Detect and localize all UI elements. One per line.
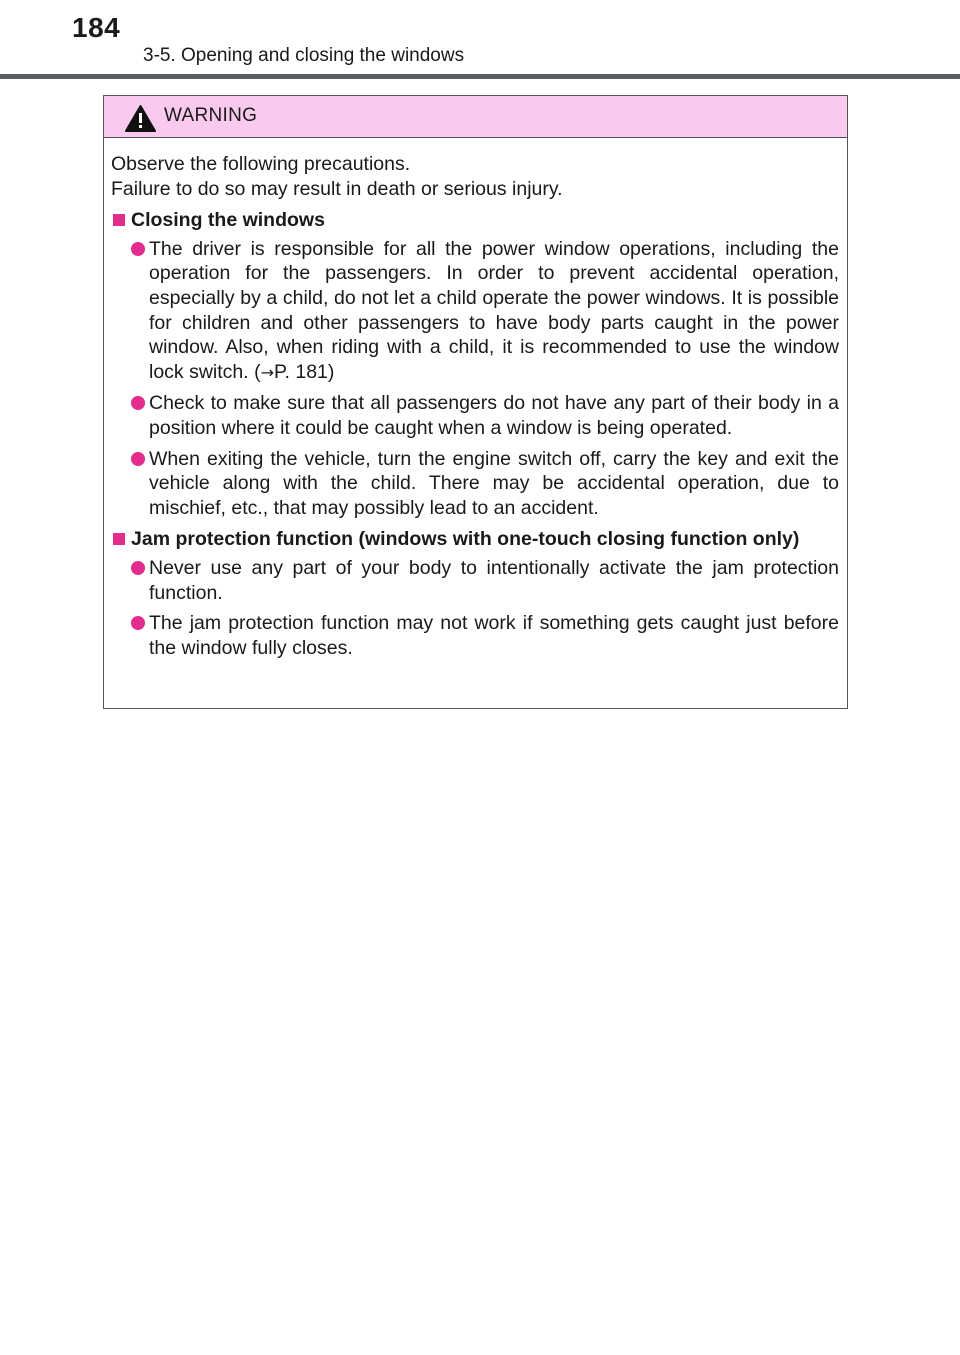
list-item <box>111 447 839 521</box>
circle-bullet-icon <box>131 396 145 410</box>
circle-bullet-icon <box>131 242 145 256</box>
list-item <box>111 391 839 440</box>
intro-line: Failure to do so may result in death or serious injury. <box>111 177 563 200</box>
list-item-text: The driver is responsible for all the power window operations, including the operation for the passengers. In order to prevent accidental operation, especially by a child, do not let a child operate the power windows. It is possible for children and other passengers to have body parts caught in the power window. Also, when riding with a child, it is recommended to use the window lock switch. ( <box>149 237 839 383</box>
list-item <box>111 237 839 386</box>
arrow-right-icon: → <box>260 362 275 382</box>
page-header <box>0 0 960 80</box>
list-item-text: The jam protection function may not work if something gets caught just before the window fully closes. <box>149 612 839 659</box>
warning-triangle-icon <box>124 104 157 133</box>
warning-body <box>104 138 847 660</box>
circle-bullet-icon <box>131 561 145 575</box>
warning-header <box>104 96 847 138</box>
circle-bullet-icon <box>131 452 145 466</box>
warning-label: WARNING <box>164 105 258 126</box>
square-bullet-icon <box>113 214 125 226</box>
square-bullet-icon <box>113 533 125 545</box>
warning-box <box>103 95 848 709</box>
circle-bullet-icon <box>131 616 145 630</box>
section-title: 3-5. Opening and closing the windows <box>143 45 465 66</box>
section-heading-jam-protection <box>111 527 839 552</box>
page-reference-link[interactable]: P. 181) <box>274 360 335 383</box>
list-item-text: Check to make sure that all passengers do not have any part of their body in a position where it could be caught when a window is being operated. <box>149 392 839 439</box>
list-item-text: When exiting the vehicle, turn the engine switch off, carry the key and exit the vehicle along with the child. There may be accidental operation, due to mischief, etc., that may possibly lead to an accident. <box>149 447 839 519</box>
page-number: 184 <box>72 12 121 43</box>
section-heading-closing-windows <box>111 208 839 233</box>
list-item-text: Never use any part of your body to intentionally activate the jam protection function. <box>149 556 839 604</box>
section-heading-text: Closing the windows <box>131 209 325 232</box>
section-heading-text: Jam protection function (windows with one-touch closing function only) <box>131 528 800 551</box>
list-item <box>111 611 839 660</box>
list-item <box>111 556 839 605</box>
header-divider <box>0 74 960 79</box>
intro-line: Observe the following precautions. <box>111 153 411 175</box>
